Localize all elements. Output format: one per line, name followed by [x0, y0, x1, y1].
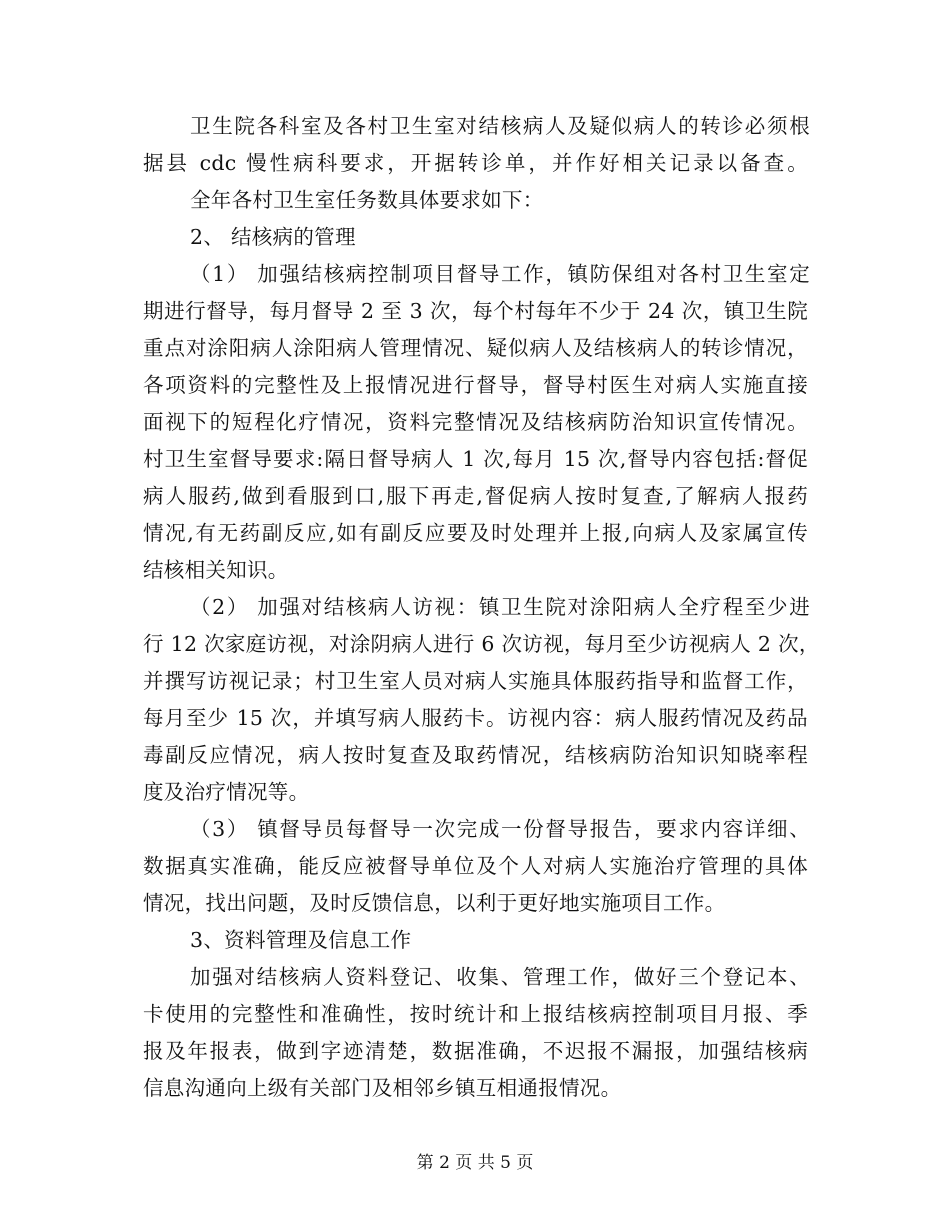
paragraph-line: 各项资料的完整性及上报情况进行督导，督导村医生对病人实施直接	[143, 373, 808, 397]
paragraph-line: 卡使用的完整性和准确性，按时统计和上报结核病控制项目月报、季	[143, 1002, 808, 1026]
paragraph-line: 重点对涂阳病人涂阳病人管理情况、疑似病人及结核病人的转诊情况，	[143, 336, 808, 360]
page-number-footer: 第 2 页 共 5 页	[416, 1153, 534, 1173]
paragraph-line: 毒副反应情况，病人按时复查及取药情况，结核病防治知识知晓率程	[143, 743, 808, 767]
paragraph-line: 村卫生室督导要求:隔日督导病人 1 次,每月 15 次,督导内容包括:督促	[143, 447, 808, 471]
paragraph-line: （2） 加强对结核病人访视：镇卫生院对涂阳病人全疗程至少进	[190, 595, 810, 619]
paragraph-line: 面视下的短程化疗情况，资料完整情况及结核病防治知识宣传情况。	[143, 410, 808, 434]
paragraph-line: 数据真实准确，能反应被督导单位及个人对病人实施治疗管理的具体	[143, 854, 808, 878]
paragraph-line: 卫生院各科室及各村卫生室对结核病人及疑似病人的转诊必须根	[190, 114, 810, 138]
section-heading: 3、资料管理及信息工作	[190, 928, 412, 952]
paragraph-line: 情况，找出问题，及时反馈信息，以利于更好地实施项目工作。	[143, 891, 726, 915]
paragraph-line: 结核相关知识。	[143, 558, 289, 582]
section-heading: 2、 结核病的管理	[190, 225, 356, 249]
paragraph-line: 并撰写访视记录；村卫生室人员对病人实施具体服药指导和监督工作，	[143, 669, 808, 693]
paragraph-line: 加强对结核病人资料登记、收集、管理工作，做好三个登记本、	[190, 965, 810, 989]
paragraph-line: （3） 镇督导员每督导一次完成一份督导报告，要求内容详细、	[190, 817, 810, 841]
paragraph-line: 期进行督导，每月督导 2 至 3 次，每个村每年不少于 24 次，镇卫生院	[143, 299, 808, 323]
paragraph-line: 每月至少 15 次，并填写病人服药卡。访视内容：病人服药情况及药品	[143, 706, 808, 730]
paragraph-line: 全年各村卫生室任务数具体要求如下：	[190, 188, 544, 212]
paragraph-line: （1） 加强结核病控制项目督导工作，镇防保组对各村卫生室定	[190, 262, 810, 286]
paragraph-line: 报及年报表，做到字迹清楚，数据准确，不迟报不漏报，加强结核病	[143, 1039, 808, 1063]
paragraph-line: 情况,有无药副反应,如有副反应要及时处理并上报,向病人及家属宣传	[143, 521, 808, 545]
paragraph-line: 信息沟通向上级有关部门及相邻乡镇互相通报情况。	[143, 1076, 622, 1100]
paragraph-line: 据县 cdc 慢性病科要求，开据转诊单，并作好相关记录以备查。	[143, 151, 808, 175]
paragraph-line: 病人服药,做到看服到口,服下再走,督促病人按时复查,了解病人报药	[143, 484, 808, 508]
paragraph-line: 度及治疗情况等。	[143, 780, 310, 804]
paragraph-line: 行 12 次家庭访视，对涂阴病人进行 6 次访视，每月至少访视病人 2 次，	[143, 632, 820, 656]
